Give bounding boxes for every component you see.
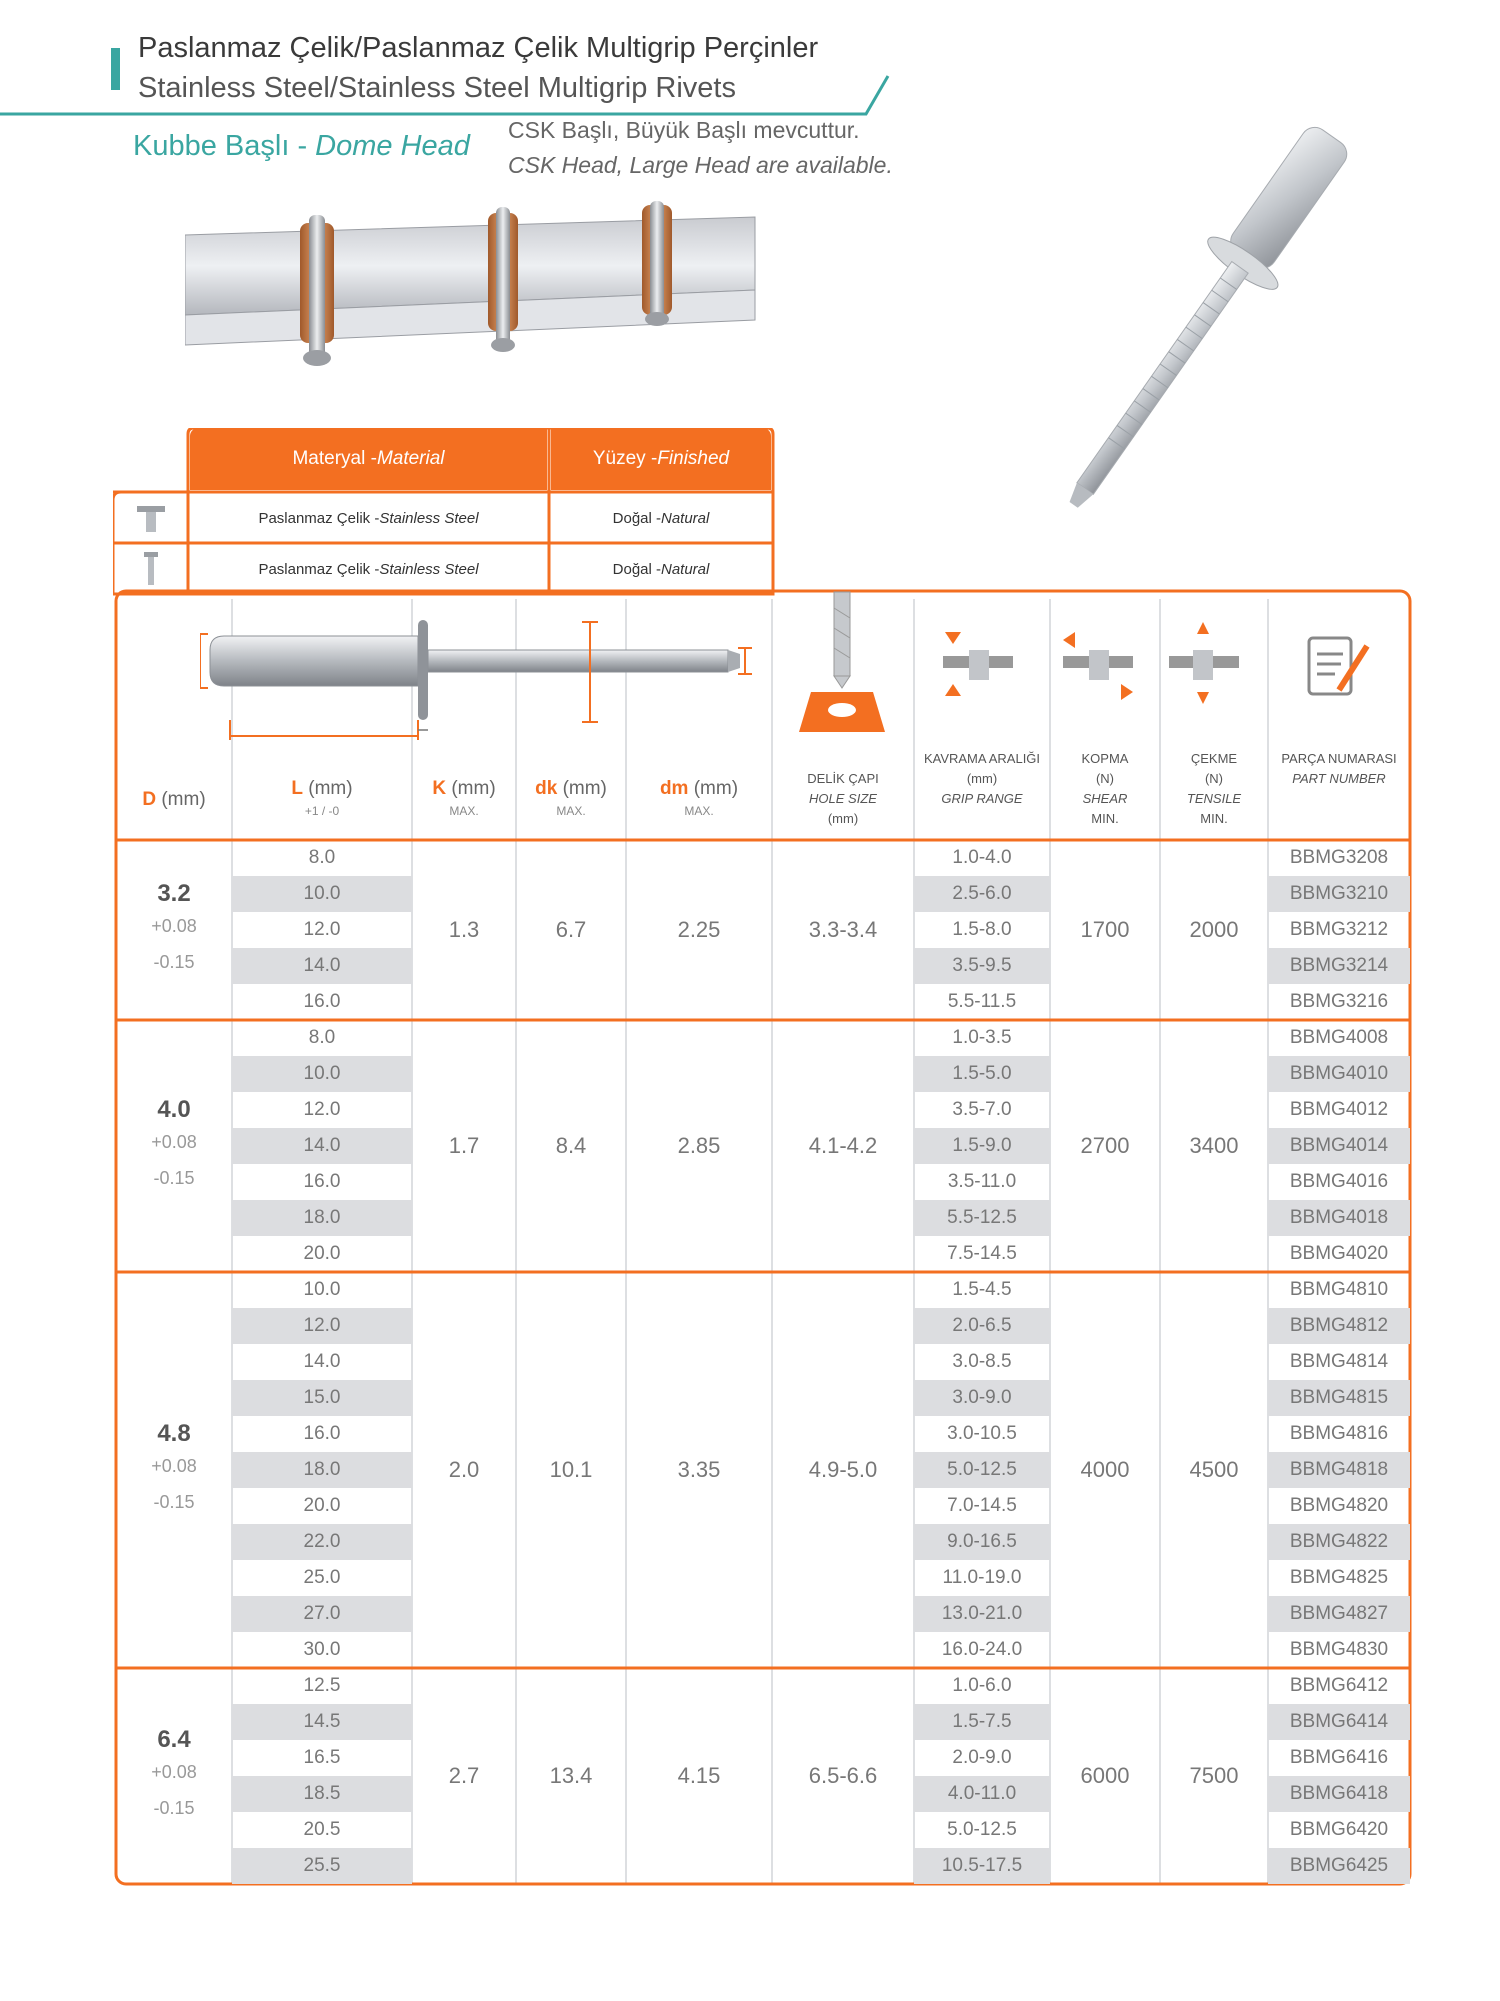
col-dk-symbol: dk (535, 778, 558, 799)
hole-size-cell: 3.3-3.4 (808, 917, 878, 942)
dm-value-cell: 2.25 (677, 917, 721, 942)
shear-value-cell: 4000 (1080, 1457, 1130, 1482)
grip-range-cell: 5.5-12.5 (914, 1200, 1050, 1236)
dk-value-cell: 6.7 (555, 917, 587, 942)
k-value-cell: 1.7 (448, 1133, 480, 1158)
shear-value-cell: 6000 (1080, 1763, 1130, 1788)
length-cell: 18.0 (232, 1452, 412, 1488)
length-cell: 10.0 (232, 1056, 412, 1092)
diameter-tol-minus: -0.15 (153, 952, 195, 972)
tensile-value-cell: 2000 (1189, 917, 1239, 942)
k-value-cell: 1.3 (448, 917, 480, 942)
length-cell: 20.5 (303, 1819, 341, 1840)
length-cell: 25.0 (303, 1567, 341, 1588)
diameter-value: 4.8 (157, 1420, 191, 1447)
diameter-cell (116, 1668, 232, 1884)
grip-range-cell: 13.0-21.0 (914, 1596, 1050, 1632)
head-type-tr: Kubbe Başlı - (133, 130, 316, 162)
dm-value-cell: 2.85 (677, 1133, 721, 1158)
diameter-tol-minus: -0.15 (153, 1798, 195, 1818)
col-dm-unit: (mm) (688, 778, 739, 799)
grip-range-cell: 3.0-9.0 (914, 1380, 1050, 1416)
length-cell: 8.0 (308, 847, 336, 868)
diameter-tol-plus: +0.08 (151, 1762, 197, 1782)
grip-range-cell: 3.5-11.0 (947, 1171, 1017, 1192)
diameter-tol-plus: +0.08 (151, 916, 197, 936)
dk-value-cell: 13.4 (549, 1763, 593, 1788)
material-header-tr: Materyal - (292, 448, 377, 469)
length-cell: 14.0 (232, 948, 412, 984)
part-number-cell: BBMG4810 (1289, 1279, 1389, 1300)
col-d-label (142, 789, 205, 811)
col-grip-header (914, 744, 1050, 814)
tensile-value-cell: 4500 (1189, 1457, 1239, 1482)
grip-range-cell: 1.5-5.0 (914, 1056, 1050, 1092)
material-row-2-material-en: Stainless Steel (379, 560, 479, 578)
diameter-cell (116, 840, 232, 1020)
col-shear-min: MIN. (1091, 811, 1119, 826)
k-value-cell: 2.7 (448, 1763, 480, 1788)
shear-icon (1055, 628, 1145, 708)
part-number-cell: BBMG4820 (1289, 1495, 1389, 1516)
part-number-cell: BBMG6416 (1289, 1747, 1389, 1768)
part-number-cell: BBMG6414 (1268, 1704, 1410, 1740)
part-number-cell: BBMG4020 (1289, 1243, 1389, 1264)
grip-range-cell: 1.0-4.0 (952, 847, 1012, 868)
col-part-header (1268, 744, 1410, 794)
head-type-en: Dome Head (315, 130, 470, 162)
col-k-symbol: K (432, 778, 447, 799)
part-number-cell: BBMG4010 (1268, 1056, 1410, 1092)
material-row-1-material-tr: Paslanmaz Çelik - (258, 509, 380, 527)
length-cell: 12.0 (303, 919, 341, 940)
shear-value-cell: 1700 (1080, 917, 1130, 942)
grip-range-cell: 5.5-11.5 (947, 991, 1017, 1012)
k-value-cell: 2.0 (448, 1457, 480, 1482)
col-part-label-en: PART NUMBER (1292, 771, 1386, 786)
part-number-cell: BBMG4012 (1289, 1099, 1389, 1120)
part-number-icon (1305, 632, 1385, 702)
col-shear-label-en: SHEAR (1082, 791, 1128, 806)
part-number-cell: BBMG3214 (1268, 948, 1410, 984)
length-cell: 12.0 (232, 1308, 412, 1344)
length-cell: 18.5 (232, 1776, 412, 1812)
col-dk-unit: (mm) (557, 778, 607, 799)
part-number-cell: BBMG4008 (1289, 1027, 1389, 1048)
length-cell: 10.0 (303, 1279, 341, 1300)
col-shear-header (1050, 744, 1160, 834)
col-l-unit: (mm) (303, 778, 353, 799)
diameter-value: 6.4 (157, 1726, 191, 1753)
part-number-cell: BBMG3212 (1289, 919, 1389, 940)
length-cell: 12.0 (303, 1099, 341, 1120)
dm-value-cell: 4.15 (677, 1763, 721, 1788)
material-header-en: Material (376, 448, 445, 469)
grip-range-cell: 9.0-16.5 (914, 1524, 1050, 1560)
length-cell: 14.0 (303, 1351, 341, 1372)
part-number-cell: BBMG4818 (1268, 1452, 1410, 1488)
diameter-cell (116, 1272, 232, 1668)
grip-range-cell: 5.0-12.5 (914, 1452, 1050, 1488)
material-row-2-finish-en: Natural (661, 560, 710, 578)
page-title-en: Stainless Steel/Stainless Steel Multigrip Rivets (138, 72, 736, 104)
length-cell: 16.0 (303, 1171, 341, 1192)
length-cell: 18.0 (232, 1200, 412, 1236)
finish-header-en: Finished (657, 448, 730, 469)
grip-range-icon (935, 628, 1025, 708)
part-number-cell: BBMG4014 (1268, 1128, 1410, 1164)
material-row-2-material-tr: Paslanmaz Çelik - (258, 560, 380, 578)
col-tensile-min: MIN. (1200, 811, 1228, 826)
col-shear-unit: (N) (1095, 771, 1115, 786)
part-number-cell: BBMG4822 (1268, 1524, 1410, 1560)
material-row-2-finish-tr: Doğal - (612, 560, 661, 578)
hole-size-cell: 4.9-5.0 (808, 1457, 878, 1482)
part-number-cell: BBMG4816 (1289, 1423, 1389, 1444)
col-tensile-unit: (N) (1204, 771, 1224, 786)
length-cell: 16.0 (303, 1423, 341, 1444)
col-tensile-label-en: TENSILE (1186, 791, 1242, 806)
part-number-cell: BBMG4825 (1289, 1567, 1389, 1588)
grip-range-cell: 3.5-7.0 (952, 1099, 1012, 1120)
length-cell: 15.0 (232, 1380, 412, 1416)
length-cell: 14.0 (232, 1128, 412, 1164)
col-d-header (116, 770, 232, 830)
col-k-label (432, 778, 495, 800)
availability-note-tr: CSK Başlı, Büyük Başlı mevcuttur. (508, 117, 860, 143)
col-dm-symbol: dm (659, 778, 689, 799)
grip-range-cell: 7.5-14.5 (947, 1243, 1017, 1264)
diameter-cell (116, 1020, 232, 1272)
col-d-symbol: D (142, 789, 157, 810)
tensile-icon (1163, 618, 1253, 718)
length-cell: 22.0 (232, 1524, 412, 1560)
col-dm-label (660, 778, 738, 800)
col-dk-note: MAX. (556, 804, 586, 818)
grip-range-cell: 3.5-9.5 (914, 948, 1050, 984)
col-hole-unit: (mm) (827, 811, 859, 826)
diameter-tol-plus: +0.08 (151, 1132, 197, 1152)
part-number-cell: BBMG4018 (1268, 1200, 1410, 1236)
col-dm-header (626, 770, 772, 830)
part-number-cell: BBMG4814 (1289, 1351, 1389, 1372)
part-number-cell: BBMG3210 (1268, 876, 1410, 912)
col-dm-note: MAX. (684, 804, 714, 818)
diameter-tol-minus: -0.15 (153, 1168, 195, 1188)
tensile-value-cell: 7500 (1189, 1763, 1239, 1788)
material-row-1-finish-en: Natural (661, 509, 710, 527)
part-number-cell: BBMG4812 (1268, 1308, 1410, 1344)
drill-hole-icon (793, 588, 893, 738)
part-number-cell: BBMG3216 (1289, 991, 1389, 1012)
material-row-1-material-en: Stainless Steel (379, 509, 479, 527)
tensile-value-cell: 3400 (1189, 1133, 1239, 1158)
length-cell: 10.0 (232, 876, 412, 912)
shear-value-cell: 2700 (1080, 1133, 1130, 1158)
diameter-value: 3.2 (157, 880, 191, 907)
col-k-note: MAX. (449, 804, 479, 818)
col-dk-header (516, 770, 626, 830)
length-cell: 14.5 (232, 1704, 412, 1740)
length-cell: 8.0 (308, 1027, 336, 1048)
grip-range-cell: 2.0-6.5 (914, 1308, 1050, 1344)
grip-range-cell: 3.0-8.5 (952, 1351, 1012, 1372)
part-number-cell: BBMG4815 (1268, 1380, 1410, 1416)
col-grip-label-tr: KAVRAMA ARALIĞI (923, 751, 1041, 766)
col-grip-unit: (mm) (966, 771, 998, 786)
dk-value-cell: 8.4 (555, 1133, 587, 1158)
col-k-unit: (mm) (446, 778, 496, 799)
length-cell: 25.5 (232, 1848, 412, 1884)
part-number-cell: BBMG6418 (1268, 1776, 1410, 1812)
grip-range-cell: 1.0-6.0 (952, 1675, 1012, 1696)
part-number-cell: BBMG6420 (1289, 1819, 1389, 1840)
col-k-header (412, 770, 516, 830)
col-hole-label-en: HOLE SIZE (809, 791, 877, 806)
col-hole-header (772, 764, 914, 834)
length-cell: 12.5 (303, 1675, 341, 1696)
grip-range-cell: 16.0-24.0 (941, 1639, 1023, 1660)
material-row-1-finish-tr: Doğal - (612, 509, 661, 527)
length-cell: 20.0 (303, 1243, 341, 1264)
grip-range-cell: 10.5-17.5 (914, 1848, 1050, 1884)
page-title-tr: Paslanmaz Çelik/Paslanmaz Çelik Multigrip Perçinler (138, 32, 819, 64)
col-grip-label-en: GRIP RANGE (941, 791, 1023, 806)
length-cell: 30.0 (303, 1639, 341, 1660)
col-d-unit: (mm) (156, 789, 206, 810)
rivet-dimension-diagram (200, 620, 760, 750)
diameter-tol-plus: +0.08 (151, 1456, 197, 1476)
col-part-label-tr: PARÇA NUMARASI (1281, 751, 1397, 766)
col-l-tolerance: +1 / -0 (304, 804, 340, 818)
part-number-cell: BBMG6412 (1289, 1675, 1389, 1696)
availability-note-en: CSK Head, Large Head are available. (508, 152, 893, 178)
dm-value-cell: 3.35 (677, 1457, 721, 1482)
col-hole-label-tr: DELİK ÇAPI (807, 771, 879, 786)
grip-range-cell: 1.5-8.0 (952, 919, 1012, 940)
col-shear-label-tr: KOPMA (1081, 751, 1129, 766)
grip-range-cell: 2.0-9.0 (952, 1747, 1012, 1768)
grip-range-cell: 2.5-6.0 (914, 876, 1050, 912)
col-l-label (291, 778, 352, 800)
grip-range-cell: 1.5-7.5 (914, 1704, 1050, 1740)
length-cell: 16.5 (303, 1747, 341, 1768)
part-number-cell: BBMG6425 (1268, 1848, 1410, 1884)
hole-size-cell: 6.5-6.6 (808, 1763, 878, 1788)
grip-range-cell: 7.0-14.5 (947, 1495, 1017, 1516)
finish-header-tr: Yüzey - (592, 448, 658, 469)
diameter-tol-minus: -0.15 (153, 1492, 195, 1512)
col-tensile-header (1160, 744, 1268, 834)
grip-range-cell: 4.0-11.0 (914, 1776, 1050, 1812)
grip-range-cell: 11.0-19.0 (942, 1567, 1022, 1588)
diameter-value: 4.0 (157, 1096, 191, 1123)
dk-value-cell: 10.1 (549, 1457, 593, 1482)
part-number-cell: BBMG4016 (1289, 1171, 1389, 1192)
col-tensile-label-tr: ÇEKME (1190, 751, 1238, 766)
col-l-symbol: L (291, 778, 303, 799)
col-l-header (232, 770, 412, 830)
length-cell: 20.0 (303, 1495, 341, 1516)
part-number-cell: BBMG4830 (1289, 1639, 1389, 1660)
length-cell: 16.0 (303, 991, 341, 1012)
col-dk-label (535, 778, 607, 800)
part-number-cell: BBMG3208 (1289, 847, 1389, 868)
grip-range-cell: 1.5-4.5 (952, 1279, 1012, 1300)
grip-range-cell: 3.0-10.5 (947, 1423, 1017, 1444)
grip-range-cell: 1.5-9.0 (914, 1128, 1050, 1164)
length-cell: 27.0 (232, 1596, 412, 1632)
grip-range-cell: 1.0-3.5 (952, 1027, 1012, 1048)
grip-range-cell: 5.0-12.5 (947, 1819, 1017, 1840)
hole-size-cell: 4.1-4.2 (808, 1133, 878, 1158)
part-number-cell: BBMG4827 (1268, 1596, 1410, 1632)
